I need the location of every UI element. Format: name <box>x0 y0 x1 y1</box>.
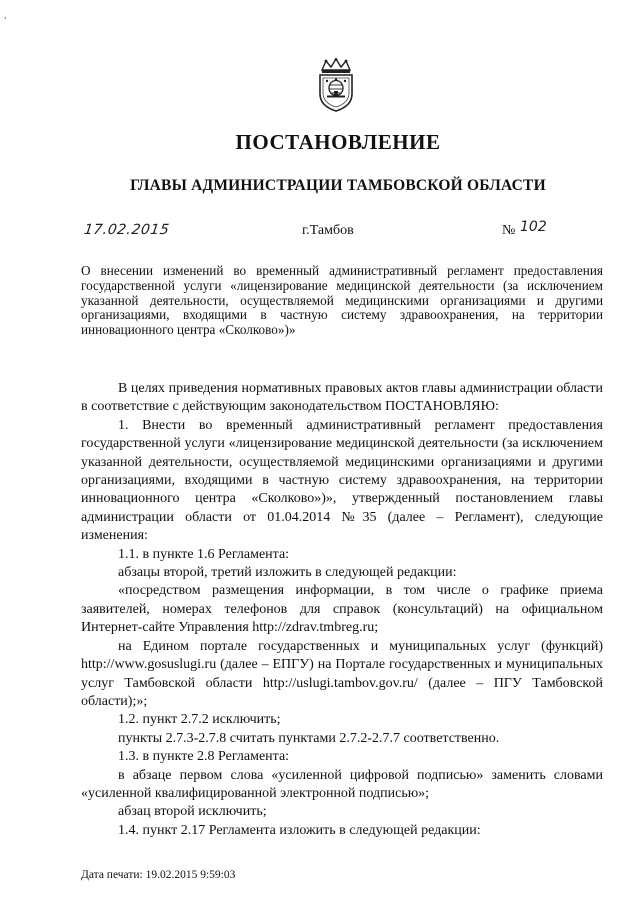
item-1-3-a-paragraph: в абзаце первом слова «усиленной цифровой подписью» заменить словами «усиленной квалифицированной электронной подписью»; <box>81 767 603 801</box>
item-1-2-paragraph: 1.2. пункт 2.7.2 исключить; <box>118 712 281 728</box>
number-label: № <box>502 223 516 238</box>
quote-2-paragraph: на Едином портале государственных и муниципальных услуг (функций) http://www.gosuslugi.ru (далее – ЕПГУ) на Портале государственных и муниципальных услуг Тамбовской области http://uslugi.tambov.gov.ru/ (далее – ПГУ Тамбовской области);»; <box>81 638 603 709</box>
item-1-1-paragraph: 1.1. в пункте 1.6 Регламента: <box>118 546 290 562</box>
item-1-3-b-paragraph: абзац второй исключить; <box>118 804 267 820</box>
coat-of-arms-emblem <box>314 58 358 112</box>
item-1-4-paragraph: 1.4. пункт 2.17 Регламента изложить в следующей редакции: <box>118 822 481 838</box>
document-body <box>81 380 603 840</box>
document-title: ПОСТАНОВЛЕНИЕ <box>235 130 441 154</box>
handwritten-date: 17.02.2015 <box>82 222 171 238</box>
preamble-paragraph: В целях приведения нормативных правовых актов главы администрации области в соответствие с действующим законодательством ПОСТАНОВЛЯЮ: <box>81 381 603 415</box>
item-1-3-paragraph: 1.3. в пункте 2.8 Регламента: <box>118 749 290 765</box>
handwritten-number: 102 <box>520 219 547 235</box>
city-label: г.Тамбов <box>302 223 354 238</box>
item-1-paragraph: 1. Внести во временный административный регламент предоставления государственной услуги «лицензирование медицинской деятельности (за исключением указанной деятельности, осуществляемой медицинскими организациями и другими организациями, входящими в частную систему здравоохранения, на территории инновационного центра «Сколково»)», утвержденный постановлением главы администрации области от 01.04.2014 №35 (далее – Регламент), следующие изменения: <box>81 417 603 544</box>
print-date-footer: Дата печати: 19.02.2015 9:59:03 <box>81 869 236 881</box>
document-subtitle: ГЛАВЫ АДМИНИСТРАЦИИ ТАМБОВСКОЙ ОБЛАСТИ <box>130 177 546 194</box>
document-subject: О внесении изменений во временный административный регламент предоставления государственной услуги «лицензирование медицинской деятельности (за исключением указанной деятельности, осуществляемой медицинскими организациями и другими организациями, входящими в частную систему здравоохранения, на территории инновационного центра «Сколково»)» <box>81 263 603 338</box>
item-1-2-b-paragraph: пункты 2.7.3-2.7.8 считать пунктами 2.7.2-2.7.7 соответственно. <box>118 730 500 746</box>
item-1-1-a-paragraph: абзацы второй, третий изложить в следующей редакции: <box>118 565 457 581</box>
corner-mark: , <box>4 10 7 21</box>
quote-1-paragraph: «посредством размещения информации, в том числе о графике приема заявителей, номерах телефонов для справок (консультаций) на официальном Интернет-сайте Управления http://zdrav.tmbreg.ru; <box>81 583 603 636</box>
